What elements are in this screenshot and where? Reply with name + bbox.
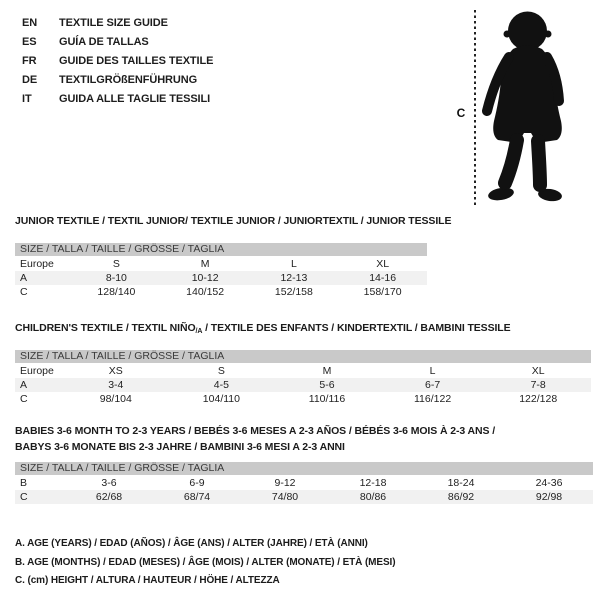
table-cell: 6-9 <box>189 477 205 489</box>
children-size-table <box>15 364 591 406</box>
table-cell: 3-4 <box>108 379 124 391</box>
table-row-europe <box>15 257 427 271</box>
table-row-height <box>15 392 591 406</box>
table-cell: 12-18 <box>359 477 387 489</box>
table-row-height <box>15 490 593 504</box>
language-code: IT <box>22 92 32 105</box>
language-row-de <box>22 70 213 89</box>
height-measure-dotted-line <box>474 10 476 208</box>
table-cell: XS <box>108 365 123 377</box>
title-subscript: /A <box>195 328 203 335</box>
language-row-it <box>22 89 213 108</box>
table-cell: M <box>322 365 332 377</box>
language-title: TEXTILGRÖßENFÜHRUNG <box>59 73 198 86</box>
table-cell: 9-12 <box>274 477 296 489</box>
table-cell: 92/98 <box>535 491 563 503</box>
table-cell: 8-10 <box>105 272 127 284</box>
section-title: CHILDREN'S TEXTILE / TEXTIL $NIÑO_{/A}$ / TEXTILE DES ENFANTS / KINDERTEXTIL / BAMBINI TESSILE <box>15 322 511 335</box>
table-cell: 68/74 <box>183 491 211 503</box>
table-cell: XL <box>376 258 390 270</box>
table-cell: L <box>429 365 436 377</box>
table-cell: 152/158 <box>274 286 313 298</box>
table-cell: XL <box>531 365 545 377</box>
language-code: FR <box>22 54 37 67</box>
size-header-bar: SIZE / TALLA / TAILLE / GRÖSSE / TAGLIA <box>15 350 591 363</box>
table-cell: 140/152 <box>186 286 225 298</box>
table-cell: 24-36 <box>535 477 563 489</box>
table-cell: 104/110 <box>202 393 240 405</box>
language-title-block <box>22 13 213 108</box>
table-row-age <box>15 271 427 285</box>
language-code: DE <box>22 73 38 86</box>
table-cell: 80/86 <box>359 491 387 503</box>
table-row-europe <box>15 364 591 378</box>
table-cell: 10-12 <box>191 272 219 284</box>
row-label: A <box>20 379 28 391</box>
footnote-age-years: A. AGE (YEARS) / EDAD (AÑOS) / ÂGE (ANS) / ALTER (JAHRE) / ETÀ (ANNI) <box>15 538 368 549</box>
row-label: A <box>20 272 28 284</box>
footnotes-block <box>15 535 395 591</box>
size-header-bar: SIZE / TALLA / TAILLE / GRÖSSE / TAGLIA <box>15 243 427 256</box>
language-title: TEXTILE SIZE GUIDE <box>59 16 168 29</box>
table-cell: L <box>290 258 297 270</box>
table-cell: 6-7 <box>424 379 441 391</box>
language-code: ES <box>22 35 37 48</box>
table-cell: 4-5 <box>213 379 229 391</box>
table-cell: 5-6 <box>319 379 335 391</box>
table-cell: 3-6 <box>101 477 117 489</box>
row-label: C <box>20 491 28 503</box>
language-title: GUIDE DES TAILLES TEXTILE <box>59 54 214 67</box>
table-cell: 18-24 <box>447 477 475 489</box>
table-cell: 122/128 <box>519 393 558 405</box>
language-row-en <box>22 13 213 32</box>
table-row-age <box>15 378 591 392</box>
section-junior-textile <box>15 215 452 299</box>
language-title: GUÍA DE TALLAS <box>59 35 149 48</box>
row-label: B <box>20 477 28 489</box>
table-cell: S <box>217 365 225 377</box>
language-code: EN <box>22 16 38 29</box>
height-measure-label: C <box>456 106 466 120</box>
footnote-age-months: B. AGE (MONTHS) / EDAD (MESES) / ÂGE (MOIS) / ALTER (MONATE) / ETÀ (MESI) <box>15 556 396 568</box>
table-cell: 98/104 <box>99 393 132 405</box>
table-cell: 116/122 <box>413 393 452 405</box>
language-row-es <box>22 32 213 51</box>
table-cell: 12-13 <box>280 272 308 284</box>
table-cell: 110/116 <box>308 393 346 405</box>
table-cell: 62/68 <box>95 491 123 503</box>
row-label: C <box>20 286 28 298</box>
table-cell: 86/92 <box>447 491 475 503</box>
babies-size-table <box>15 476 593 504</box>
table-cell: 128/140 <box>97 286 136 298</box>
language-title: GUIDA ALLE TAGLIE TESSILI <box>59 92 211 105</box>
toddler-silhouette-image <box>481 9 569 205</box>
junior-size-table <box>15 257 427 299</box>
table-row-height <box>15 285 427 299</box>
table-cell: 7-8 <box>530 379 546 391</box>
language-row-fr <box>22 51 213 70</box>
section-title-line1: BABIES 3-6 MONTH TO 2-3 YEARS / BEBÉS 3-6 MESES A 2-3 AÑOS / BÉBÉS 3-6 MOIS À 2-3 ANS / <box>15 425 496 437</box>
table-cell: 74/80 <box>271 491 299 503</box>
row-label: Europe <box>20 365 54 377</box>
size-header-bar: SIZE / TALLA / TAILLE / GRÖSSE / TAGLIA <box>15 462 593 475</box>
table-cell: S <box>112 258 120 270</box>
footnote-height-cm: C. (cm) HEIGHT / ALTURA / HAUTEUR / HÖHE / ALTEZZA <box>15 575 280 586</box>
row-label: C <box>20 393 28 405</box>
table-cell: 158/170 <box>363 286 402 298</box>
section-babies-textile <box>15 425 593 504</box>
table-row-age-months <box>15 476 593 490</box>
section-title-line2: BABYS 3-6 MONATE BIS 2-3 JAHRE / BAMBINI 3-6 MESI A 2-3 ANNI <box>15 441 345 453</box>
table-cell: 14-16 <box>369 272 397 284</box>
section-children-textile <box>15 322 591 406</box>
table-cell: M <box>200 258 210 270</box>
row-label: Europe <box>20 258 54 270</box>
section-title: JUNIOR TEXTILE / TEXTIL JUNIOR/ TEXTILE JUNIOR / JUNIORTEXTIL / JUNIOR TESSILE <box>15 215 452 227</box>
